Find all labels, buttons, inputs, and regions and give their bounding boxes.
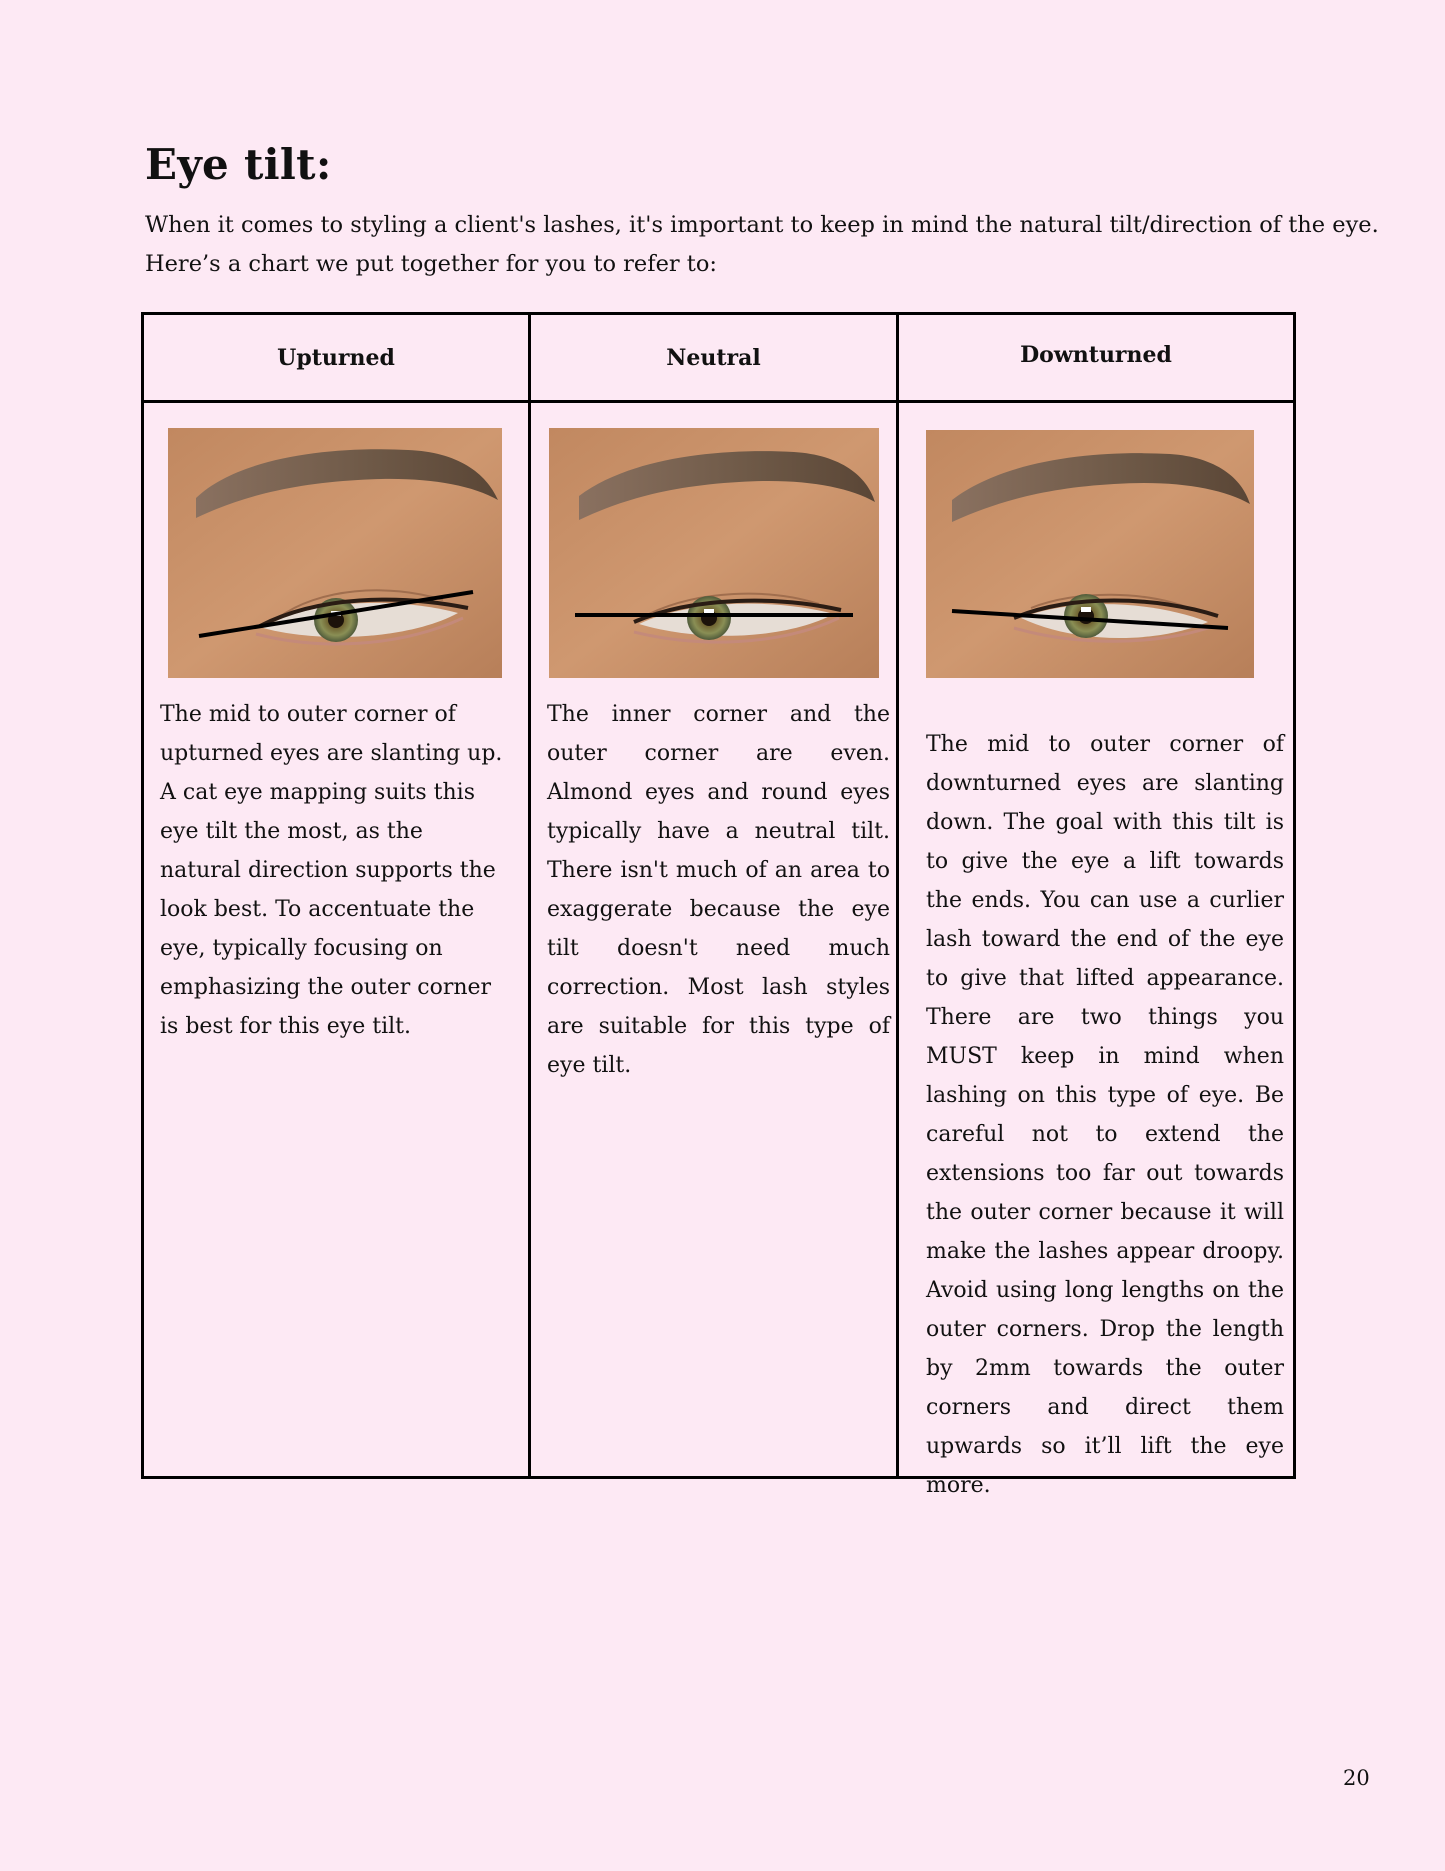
header-neutral: Neutral bbox=[666, 344, 761, 371]
page-title: Eye tilt: bbox=[145, 140, 332, 189]
header-divider bbox=[144, 400, 1293, 403]
header-downturned: Downturned bbox=[1020, 341, 1172, 368]
downturned-eye-image bbox=[926, 430, 1254, 678]
intro-line: Here’s a chart we put together for you to refer to: bbox=[145, 251, 717, 277]
neutral-description: The inner corner and the outer corner are even. Almond eyes and round eyes typically have a neutral tilt. There isn't much of an area to exaggerate because the eye tilt doesn't need much correction. Most lash styles are suitable for this type of eye tilt. bbox=[547, 702, 890, 1078]
header-upturned: Upturned bbox=[277, 344, 395, 371]
eye-tilt-table bbox=[141, 312, 1296, 1498]
column-divider bbox=[896, 315, 899, 1476]
neutral-eye-image bbox=[549, 428, 879, 678]
upturned-description: The mid to outer corner of upturned eyes are slanting up. A cat eye mapping suits this eye tilt the most, as the natural direction supports the look best. To accentuate the eye, typically focusing on emphasizing the outer corner is best for this eye tilt. bbox=[160, 702, 503, 1039]
page-number: 20 bbox=[1343, 1766, 1370, 1790]
intro-line: When it comes to styling a client's lashes, it's important to keep in mind the natural tilt/direction of the eye. bbox=[145, 212, 1379, 238]
column-divider bbox=[528, 315, 531, 1476]
downturned-description: The mid to outer corner of downturned eyes are slanting down. The goal with this tilt is to give the eye a lift towards the ends. You can use a curlier lash toward the end of the eye to give that lifted appearance. There are two things you MUST keep in mind when lashing on this type of eye. Be careful not to extend the extensions too far out towards the outer corner because it will make the lashes appear droopy. Avoid using long lengths on the outer corners. Drop the length by 2mm towards the outer corners and direct them upwards so it’ll lift the eye more. bbox=[926, 732, 1284, 1498]
upturned-eye-image bbox=[168, 428, 502, 678]
intro-text bbox=[145, 206, 1379, 284]
